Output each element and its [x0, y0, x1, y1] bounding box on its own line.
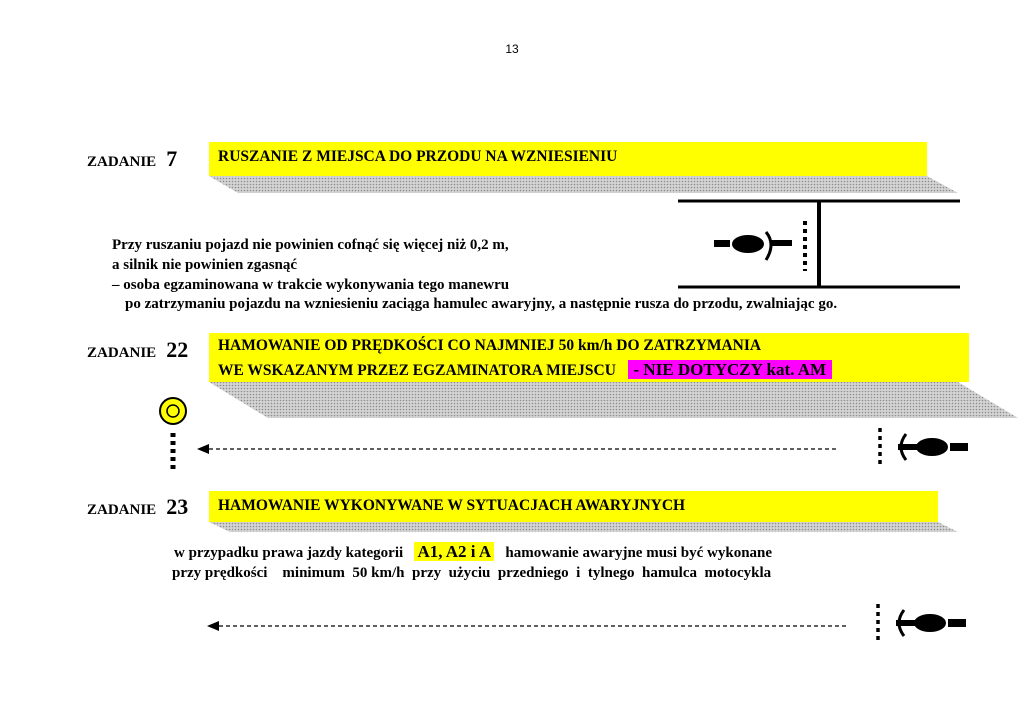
task-7-line-4: po zatrzymaniu pojazdu na wzniesieniu zaciąga hamulec awaryjny, a następnie rusza do przodu, zwalniając go.	[125, 296, 838, 312]
task-7-line-1: Przy ruszaniu pojazd nie powinien cofnąć się więcej niż 0,2 m,	[112, 237, 509, 253]
motorcycle-icon	[874, 602, 974, 646]
task-label: ZADANIE	[87, 345, 157, 361]
not-applicable-badge: - NIE DOTYCZY kat. AM	[628, 360, 833, 379]
task-23-line-1-start: w przypadku prawa jazdy kategorii	[174, 545, 404, 561]
dashed-arrow-icon	[195, 442, 845, 456]
task-23-title: HAMOWANIE WYKONYWANE W SYTUACJACH AWARYJNYCH	[209, 491, 938, 522]
task-23-line-1-end: hamowanie awaryjne musi być wykonane	[505, 545, 773, 561]
task-label: ZADANIE	[87, 154, 157, 170]
task-label: ZADANIE	[87, 502, 157, 518]
dashed-arrow-icon	[205, 619, 855, 633]
motorcycle-icon	[714, 228, 794, 264]
task-number: 7	[166, 146, 178, 171]
task-22-title-line-2-text: WE WSKAZANYM PRZEZ EGZAMINATORA MIEJSCU	[218, 362, 616, 379]
task-7-line-3: – osoba egzaminowana w trakcie wykonywania tego manewru	[112, 277, 510, 293]
task-7-line-2: a silnik nie powinien zgasnąć	[112, 257, 298, 273]
task-22-title-line-1: HAMOWANIE OD PRĘDKOŚCI CO NAJMNIEJ 50 km/h DO ZATRZYMANIA	[218, 337, 762, 354]
motorcycle-icon	[876, 426, 976, 470]
task-23-label	[87, 494, 188, 520]
task-23-line-2: przy prędkości minimum 50 km/h przy użyciu przedniego i tylnego hamulca motocykla	[172, 565, 772, 581]
page-number: 13	[505, 42, 519, 56]
task-7-title: RUSZANIE Z MIEJSCA DO PRZODU NA WZNIESIENIU	[209, 142, 927, 176]
cone-marker-icon	[150, 393, 210, 473]
task-number: 22	[166, 337, 189, 362]
task-22-label	[87, 337, 188, 363]
task-22-title	[209, 333, 969, 382]
task-22-title-line-2	[218, 358, 969, 383]
task-23-line-1	[174, 543, 772, 562]
categories-highlight: A1, A2 i A	[414, 542, 494, 561]
task-number: 23	[166, 494, 189, 519]
